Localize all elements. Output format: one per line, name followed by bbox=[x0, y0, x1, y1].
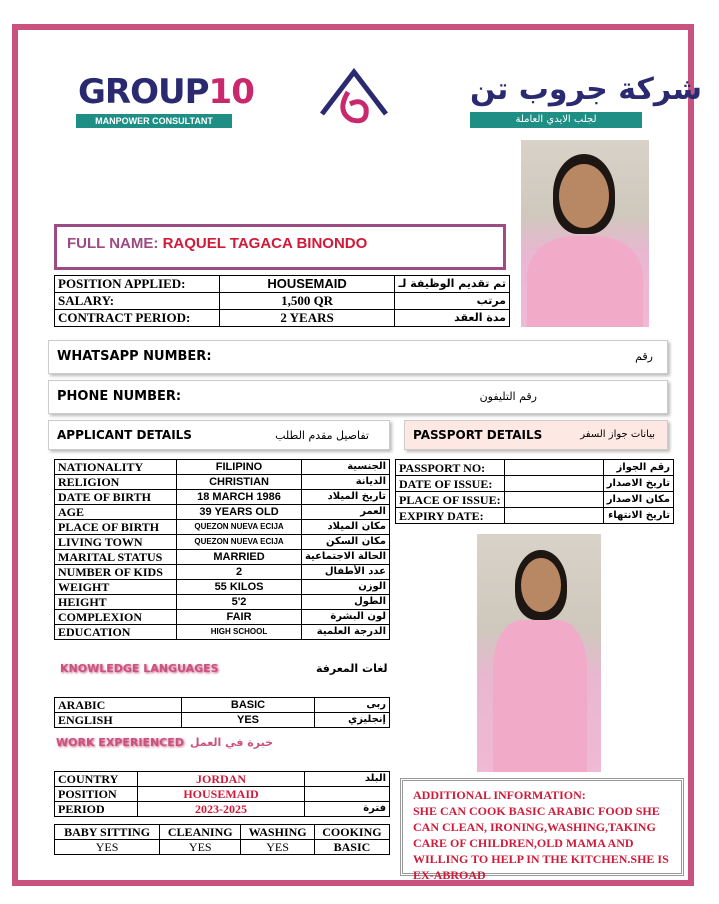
table-row bbox=[396, 460, 674, 476]
full-name-value: RAQUEL TAGACA BINONDO bbox=[162, 235, 368, 252]
additional-information-title: ADDITIONAL INFORMATION: bbox=[413, 788, 586, 802]
job-table bbox=[54, 275, 510, 327]
detail-label-arabic: العمر bbox=[301, 505, 389, 520]
work-experience-table bbox=[54, 771, 390, 817]
table-row: POSITION APPLIED: HOUSEMAID تم تقديم الوظيفة لـ bbox=[55, 276, 510, 293]
detail-label: COMPLEXION bbox=[55, 610, 177, 625]
table-row bbox=[55, 550, 390, 565]
group10-logo: GROUP10 bbox=[78, 72, 254, 112]
detail-label: PLACE OF BIRTH bbox=[55, 520, 177, 535]
detail-label-arabic: عدد الأطفال bbox=[301, 565, 389, 580]
arabic-logo-subtitle: لجلب الايدي العاملة bbox=[470, 112, 642, 128]
applicant-portrait-photo bbox=[521, 140, 649, 327]
passport-label-arabic: تاريخ الانتهاء bbox=[603, 508, 673, 524]
full-name-label: FULL NAME: bbox=[67, 235, 159, 252]
table-row bbox=[55, 490, 390, 505]
detail-value: FILIPINO bbox=[177, 460, 302, 475]
table-row bbox=[55, 505, 390, 520]
table-row bbox=[396, 476, 674, 492]
detail-value: MARRIED bbox=[177, 550, 302, 565]
languages-title: KNOWLEDGE LANGUAGES bbox=[60, 662, 219, 675]
table-row: COUNTRY JORDAN البلد bbox=[55, 772, 390, 787]
passport-label-arabic: تاريخ الاصدار bbox=[603, 476, 673, 492]
table-row bbox=[55, 580, 390, 595]
passport-value bbox=[504, 508, 603, 524]
detail-label: WEIGHT bbox=[55, 580, 177, 595]
passport-label: PASSPORT NO: bbox=[396, 460, 505, 476]
passport-label: EXPIRY DATE: bbox=[396, 508, 505, 524]
applicant-details-header: APPLICANT DETAILS تفاصيل مقدم الطلب bbox=[48, 420, 390, 450]
detail-label-arabic: الجنسية bbox=[301, 460, 389, 475]
detail-label-arabic: الدرجة العلمية bbox=[301, 625, 389, 640]
detail-value: 2 bbox=[177, 565, 302, 580]
detail-label-arabic: تاريخ الميلاد bbox=[301, 490, 389, 505]
additional-information-text: SHE CAN COOK BASIC ARABIC FOOD SHE CAN CLEAN, IRONING,WASHING,TAKING CARE OF CHILDREN,OLD MAMA AND WILLING TO HELP IN THE KITCHEN.SHE IS EX-ABROAD bbox=[413, 804, 669, 882]
logo-subtitle: MANPOWER CONSULTANT bbox=[76, 114, 232, 128]
table-row bbox=[55, 595, 390, 610]
detail-label: NUMBER OF KIDS bbox=[55, 565, 177, 580]
table-row bbox=[55, 610, 390, 625]
applicant-full-body-photo bbox=[477, 534, 601, 772]
table-row: CONTRACT PERIOD: 2 YEARS مدة العقد bbox=[55, 310, 510, 327]
phone-number-bar: PHONE NUMBER: رقم التليفون bbox=[48, 380, 668, 414]
table-row: POSITION HOUSEMAID bbox=[55, 787, 390, 802]
table-row: YES YES YES BASIC bbox=[55, 840, 390, 855]
detail-label-arabic: الديانة bbox=[301, 475, 389, 490]
detail-value: 5'2 bbox=[177, 595, 302, 610]
table-row: ENGLISH YES إنجليزي bbox=[55, 713, 390, 728]
detail-label: HEIGHT bbox=[55, 595, 177, 610]
passport-label: PLACE OF ISSUE: bbox=[396, 492, 505, 508]
detail-label-arabic: الطول bbox=[301, 595, 389, 610]
work-experience-title: WORK EXPERIENCED bbox=[56, 736, 184, 749]
table-row: PERIOD 2023-2025 فترة bbox=[55, 802, 390, 817]
detail-label: NATIONALITY bbox=[55, 460, 177, 475]
detail-label: EDUCATION bbox=[55, 625, 177, 640]
detail-label-arabic: لون البشرة bbox=[301, 610, 389, 625]
detail-value: QUEZON NUEVA ECIJA bbox=[177, 535, 302, 550]
table-row bbox=[55, 475, 390, 490]
detail-label: AGE bbox=[55, 505, 177, 520]
passport-value bbox=[504, 476, 603, 492]
languages-table bbox=[54, 697, 390, 728]
languages-title-arabic: لغات المعرفة bbox=[316, 662, 388, 675]
detail-value: HIGH SCHOOL bbox=[177, 625, 302, 640]
detail-value: 18 MARCH 1986 bbox=[177, 490, 302, 505]
additional-information-box bbox=[400, 778, 684, 882]
passport-value bbox=[504, 492, 603, 508]
detail-label: MARITAL STATUS bbox=[55, 550, 177, 565]
detail-label-arabic: مكان السكن bbox=[301, 535, 389, 550]
detail-label-arabic: الحالة الاجتماعية bbox=[301, 550, 389, 565]
table-row: BABY SITTING CLEANING WASHING COOKING bbox=[55, 825, 390, 840]
table-row bbox=[396, 492, 674, 508]
arabic-logo: شركة جروب تن bbox=[470, 72, 703, 107]
passport-details-header: PASSPORT DETAILS بيانات جواز السفر bbox=[404, 420, 668, 450]
detail-label-arabic: مكان الميلاد bbox=[301, 520, 389, 535]
passport-label-arabic: رقم الجواز bbox=[603, 460, 673, 476]
table-row: ARABIC BASIC ربى bbox=[55, 698, 390, 713]
detail-value: CHRISTIAN bbox=[177, 475, 302, 490]
whatsapp-number-bar: WHATSAPP NUMBER: رقم bbox=[48, 340, 668, 374]
detail-value: FAIR bbox=[177, 610, 302, 625]
table-row bbox=[55, 460, 390, 475]
full-name-box bbox=[54, 224, 506, 270]
passport-details-table bbox=[395, 459, 674, 524]
detail-value: 55 KILOS bbox=[177, 580, 302, 595]
passport-value bbox=[504, 460, 603, 476]
work-experience-title-arabic: خبرة في العمل bbox=[190, 736, 274, 749]
detail-label: RELIGION bbox=[55, 475, 177, 490]
table-row bbox=[55, 625, 390, 640]
detail-label: DATE OF BIRTH bbox=[55, 490, 177, 505]
detail-value: 39 YEARS OLD bbox=[177, 505, 302, 520]
table-row bbox=[55, 565, 390, 580]
table-row: SALARY: 1,500 QR مرتب bbox=[55, 293, 510, 310]
table-row bbox=[55, 535, 390, 550]
table-row bbox=[55, 520, 390, 535]
company-emblem-icon bbox=[318, 66, 390, 134]
detail-value: QUEZON NUEVA ECIJA bbox=[177, 520, 302, 535]
skills-table bbox=[54, 824, 390, 855]
detail-label: LIVING TOWN bbox=[55, 535, 177, 550]
passport-label: DATE OF ISSUE: bbox=[396, 476, 505, 492]
passport-label-arabic: مكان الاصدار bbox=[603, 492, 673, 508]
detail-label-arabic: الوزن bbox=[301, 580, 389, 595]
applicant-details-table bbox=[54, 459, 390, 640]
table-row bbox=[396, 508, 674, 524]
